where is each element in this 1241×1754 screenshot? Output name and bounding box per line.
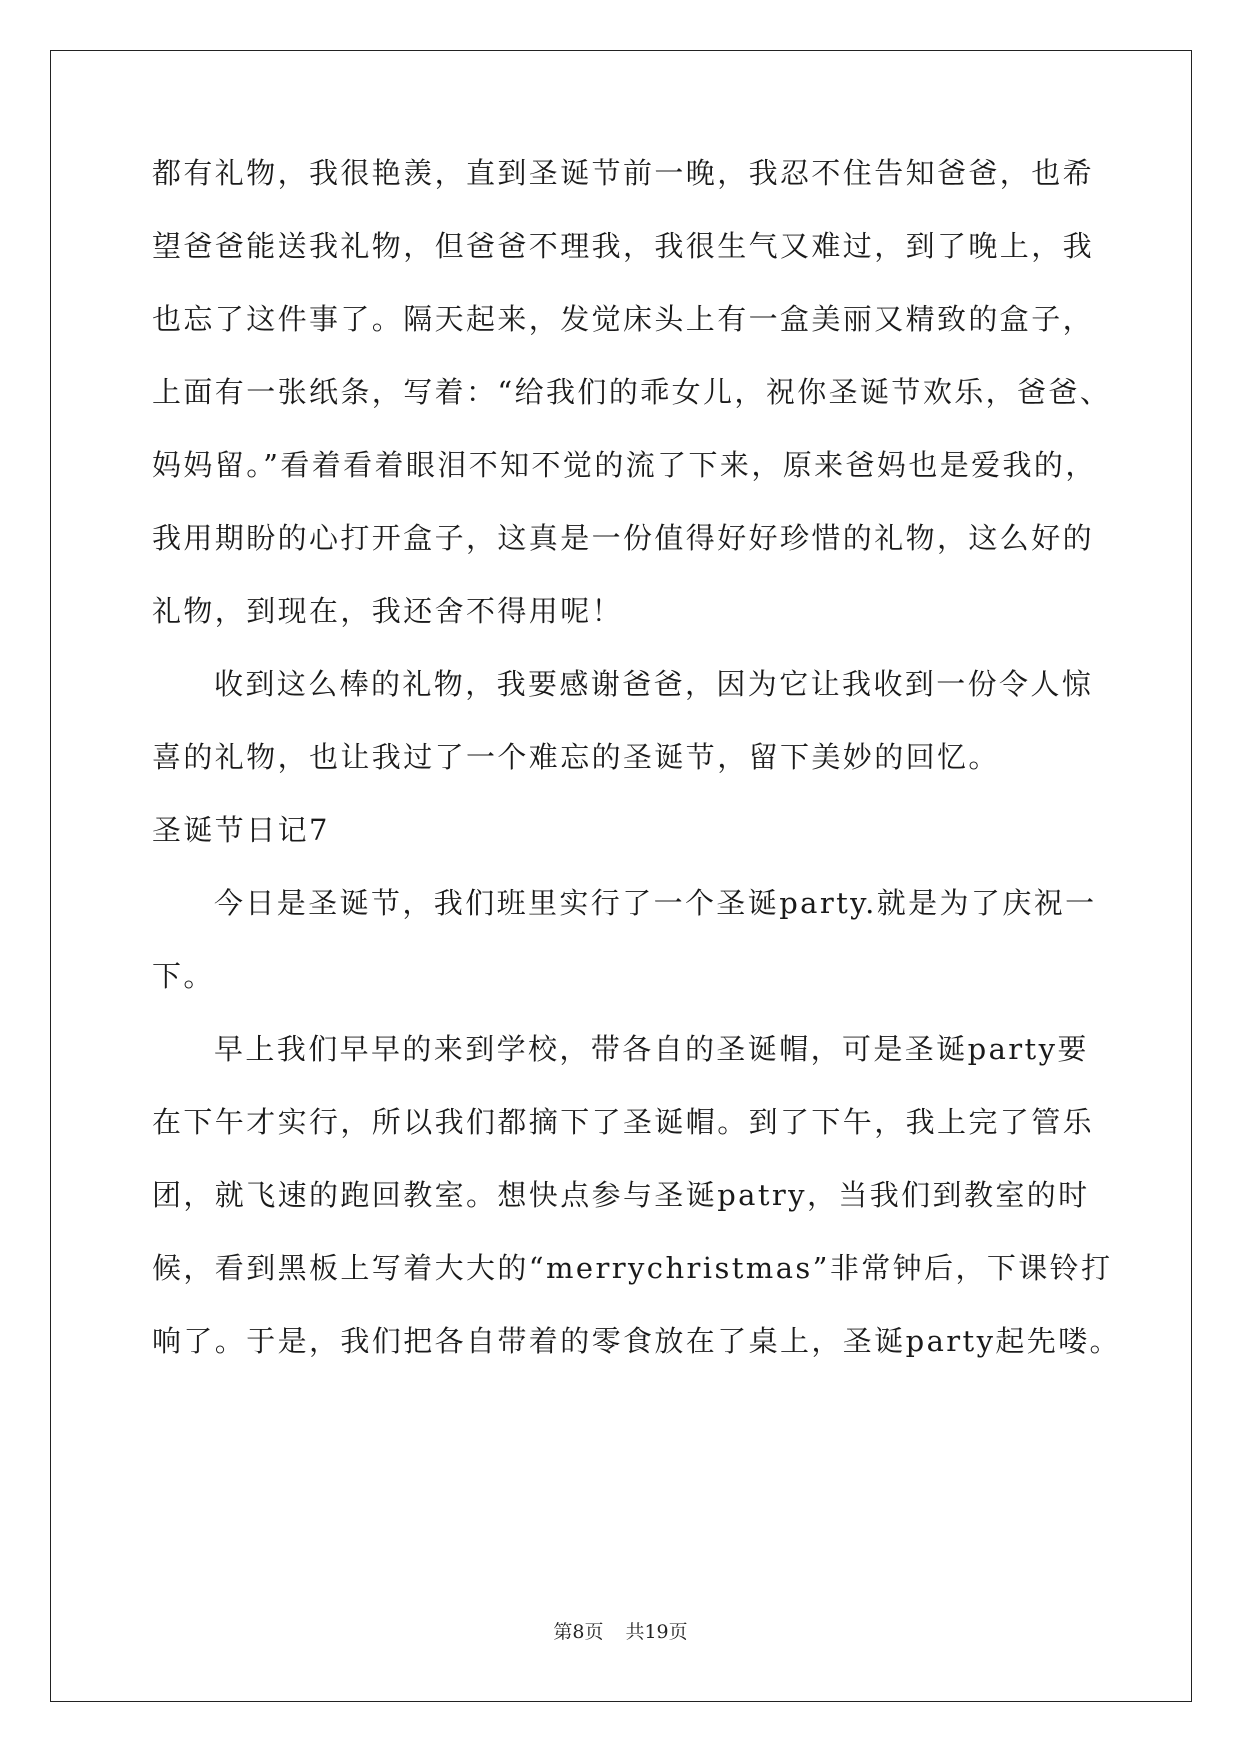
section-heading: 圣诞节日记7 [152, 813, 330, 847]
paragraph-first-line: 收到这么棒的礼物，我要感谢爸爸，因为它让我收到一份令人惊 [214, 667, 1094, 701]
text-line: 上面有一张纸条，写着：“给我们的乖女儿，祝你圣诞节欢乐，爸爸、 [152, 375, 1112, 409]
text-line: 望爸爸能送我礼物，但爸爸不理我，我很生气又难过，到了晚上，我 [152, 229, 1095, 263]
paragraph-first-line: 今日是圣诞节，我们班里实行了一个圣诞party.就是为了庆祝一 [214, 886, 1097, 920]
page-border [50, 50, 1192, 1702]
page-number: 第8页 [553, 1621, 604, 1643]
text-line: 喜的礼物，也让我过了一个难忘的圣诞节，留下美妙的回忆。 [152, 740, 1000, 774]
text-line: 在下午才实行，所以我们都摘下了圣诞帽。到了下午，我上完了管乐 [152, 1105, 1095, 1139]
page-footer [0, 1617, 1241, 1644]
paragraph-first-line: 早上我们早早的来到学校，带各自的圣诞帽，可是圣诞party要 [214, 1032, 1089, 1066]
text-line: 候，看到黑板上写着大大的“merrychristmas”非常钟后，下课铃打 [152, 1251, 1113, 1285]
text-line: 下。 [152, 959, 215, 993]
text-line: 也忘了这件事了。隔天起来，发觉床头上有一盒美丽又精致的盒子， [152, 302, 1095, 336]
text-line: 都有礼物，我很艳羡，直到圣诞节前一晚，我忍不住告知爸爸，也希 [152, 156, 1095, 190]
text-line: 妈妈留。”看着看着眼泪不知不觉的流了下来，原来爸妈也是爱我的， [152, 448, 1097, 482]
text-line: 我用期盼的心打开盒子，这真是一份值得好好珍惜的礼物，这么好的 [152, 521, 1095, 555]
text-line: 团，就飞速的跑回教室。想快点参与圣诞patry，当我们到教室的时 [152, 1178, 1090, 1212]
text-line: 礼物，到现在，我还舍不得用呢！ [152, 594, 624, 628]
page-total: 共19页 [625, 1621, 688, 1643]
text-line: 响了。于是，我们把各自带着的零食放在了桌上，圣诞party起先喽。 [152, 1324, 1121, 1358]
